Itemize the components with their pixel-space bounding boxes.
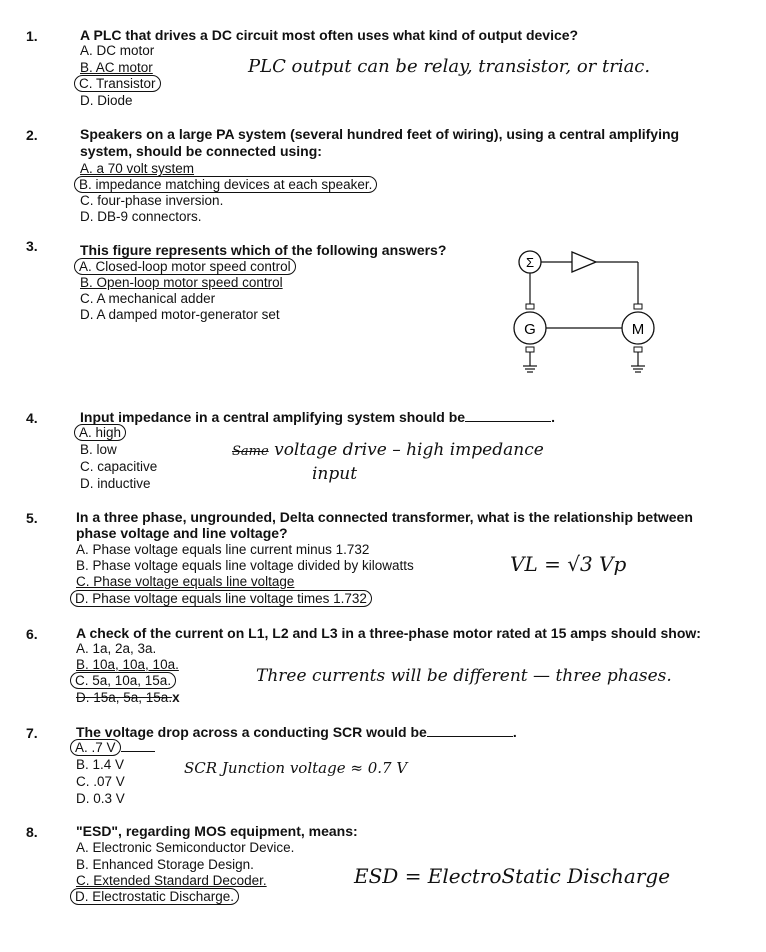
question-number: 1. [26, 28, 38, 44]
option-c: C. Phase voltage equals line voltage [76, 574, 295, 589]
question-number: 6. [26, 626, 38, 642]
option-a-selected [80, 425, 126, 441]
answer-circle: A. high [74, 424, 126, 441]
question-stem: This figure represents which of the following answers? [80, 242, 447, 258]
option-c: C. A mechanical adder [80, 291, 216, 306]
control-loop-figure [492, 244, 672, 389]
motor-label: M [631, 321, 645, 338]
question-stem: The voltage drop across a conducting SCR would be . [76, 724, 517, 740]
option-d: D. Diode [80, 93, 133, 108]
option-a-selected [80, 259, 296, 275]
answer-circle: A. .7 V [70, 739, 121, 756]
answer-circle: C. Transistor [74, 75, 161, 92]
question-stem-line1: Speakers on a large PA system (several hundred feet of wiring), using a central amplifying [80, 126, 680, 142]
question-stem-line2: phase voltage and line voltage? [76, 525, 288, 541]
option-a: A. DC motor [80, 43, 155, 58]
question-stem-line2: system, should be connected using: [80, 143, 322, 159]
option-c: C. .07 V [76, 774, 125, 789]
question-number: 5. [26, 510, 38, 526]
option-c-selected [80, 76, 161, 92]
handwritten-note-line2: input [312, 464, 358, 484]
sum-symbol: Σ [525, 255, 535, 270]
option-b: B. Phase voltage equals line voltage divided by kilowatts [76, 558, 414, 573]
handwritten-note: ESD = ElectroStatic Discharge [354, 864, 671, 888]
option-a: A. 1a, 2a, 3a. [76, 641, 157, 656]
question-stem: Input impedance in a central amplifying system should be . [80, 409, 555, 425]
option-c: C. Extended Standard Decoder. [76, 873, 267, 888]
option-a: A. Phase voltage equals line current minus 1.732 [76, 542, 370, 557]
option-b: B. 10a, 10a, 10a. [76, 657, 179, 672]
answer-circle: A. Closed-loop motor speed control [74, 258, 296, 275]
option-c: C. capacitive [80, 459, 158, 474]
option-b: B. AC motor [80, 60, 153, 75]
question-number: 3. [26, 238, 38, 254]
question-stem: "ESD", regarding MOS equipment, means: [76, 823, 358, 839]
option-d: D. A damped motor-generator set [80, 307, 280, 322]
note-text: voltage drive – high impedance [274, 440, 544, 460]
option-d: D. 0.3 V [76, 791, 125, 806]
option-text: D. 15a, 5a, 15a. [76, 690, 173, 705]
handwritten-note: VL = √3 Vp [510, 552, 627, 576]
question-number: 4. [26, 410, 38, 426]
option-d [76, 690, 180, 706]
question-stem-line1: In a three phase, ungrounded, Delta connected transformer, what is the relationship between [76, 509, 693, 525]
answer-circle: B. impedance matching devices at each speaker. [74, 176, 377, 193]
option-d-selected [76, 591, 372, 607]
answer-circle: D. Phase voltage equals line voltage times 1.732 [70, 590, 372, 607]
option-d-selected [76, 889, 239, 905]
option-d: D. inductive [80, 476, 151, 491]
option-a: A. a 70 volt system [80, 161, 195, 176]
question-number: 2. [26, 127, 38, 143]
handwritten-note: PLC output can be relay, transistor, or triac. [248, 56, 651, 77]
generator-label: G [524, 321, 536, 338]
question-number: 7. [26, 725, 38, 741]
handwritten-note-line1 [232, 440, 544, 460]
amplifier-icon [572, 252, 596, 272]
answer-underline [121, 741, 155, 752]
option-b: B. 1.4 V [76, 757, 125, 772]
handwritten-note: SCR Junction voltage ≈ 0.7 V [184, 759, 408, 777]
option-d: D. DB-9 connectors. [80, 209, 202, 224]
stem-text: The voltage drop across a conducting SCR would be [76, 724, 427, 740]
question-stem: A check of the current on L1, L2 and L3 in a three-phase motor rated at 15 amps should show: [76, 625, 701, 641]
option-b: B. Enhanced Storage Design. [76, 857, 254, 872]
question-number: 8. [26, 824, 38, 840]
option-c: C. four-phase inversion. [80, 193, 224, 208]
answer-blank [465, 409, 551, 422]
stem-text: Input impedance in a central amplifying system should be [80, 409, 466, 425]
option-b: B. Open-loop motor speed control [80, 275, 283, 290]
option-b-selected [80, 177, 377, 193]
option-c-selected [76, 673, 176, 689]
handwritten-note: Three currents will be different — three phases. [256, 666, 672, 686]
question-stem: A PLC that drives a DC circuit most often uses what kind of output device? [80, 27, 579, 43]
cross-mark: x [172, 690, 180, 705]
option-a: A. Electronic Semiconductor Device. [76, 840, 295, 855]
answer-circle: D. Electrostatic Discharge. [70, 888, 239, 905]
answer-blank [427, 724, 513, 737]
struck-word: Same [232, 444, 269, 459]
answer-circle: C. 5a, 10a, 15a. [70, 672, 176, 689]
option-b: B. low [80, 442, 117, 457]
option-a-selected [76, 740, 155, 756]
